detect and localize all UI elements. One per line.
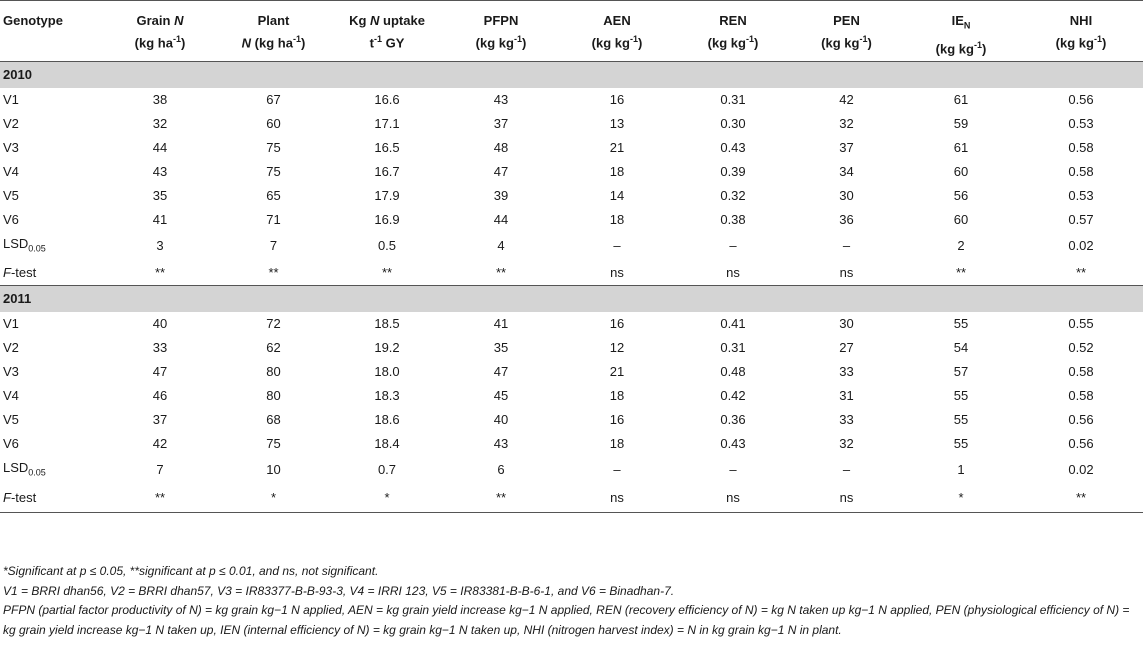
col-header-nhi: NHI (kg $kg^{-1}$) <box>1055 13 1107 51</box>
table-cell: 0.42 <box>720 387 746 403</box>
table-cell: 68 <box>266 411 281 427</box>
table-cell: 75 <box>266 140 281 155</box>
table-cell: 17.9 <box>374 188 400 203</box>
table-row <box>0 408 1143 432</box>
table-cell: 18.4 <box>374 435 400 451</box>
footnote-definitions: PFPN (partial factor productivity of N) = kg grain kg−1 N applied, AEN = kg grain yield increase kg−1 N applied, REN (recovery efficiency of N) = kg N taken up kg−1 N applied, PEN (physiological efficiency of N) = kg grain yield increase kg−1 N taken up, IEN (internal efficiency of N) = kg grain kg−1 N taken up, NHI (nitrogen harvest index) = N in kg grain kg−1 N in plant. <box>3 603 1130 637</box>
table-cell: 43 <box>493 435 509 451</box>
table-cell: 45 <box>493 387 509 403</box>
row-label: V4 <box>3 164 19 179</box>
table-cell: 0.30 <box>720 116 746 131</box>
table-cell: 60 <box>266 116 281 131</box>
table-cell: 60 <box>953 212 969 227</box>
table-cell: ** <box>381 264 393 280</box>
table-cell: 43 <box>152 164 168 179</box>
table-cell: 46 <box>152 387 168 403</box>
table-cell: ** <box>154 264 166 280</box>
table-cell: 4 <box>497 238 505 254</box>
table-cell: 16 <box>609 411 625 427</box>
table-row <box>0 184 1143 208</box>
col-header-plant-n: Plant N (kg $ha^{-1}$) <box>241 13 306 51</box>
table-cell: 19.2 <box>374 339 400 355</box>
table-cell: 0.39 <box>720 164 746 179</box>
table-cell: 33 <box>839 411 854 427</box>
table-cell: 16 <box>609 315 625 331</box>
table-cell: 43 <box>493 92 509 107</box>
table-cell: 61 <box>953 92 969 107</box>
table-cell: 14 <box>609 188 625 203</box>
lsd-row <box>0 456 1143 485</box>
table-cell: 75 <box>266 164 281 179</box>
table-cell: 21 <box>609 140 625 155</box>
table-row <box>0 88 1143 112</box>
table-row <box>0 384 1143 408</box>
table-cell: 80 <box>266 387 281 403</box>
table-cell: 38 <box>152 92 168 107</box>
table-cell: ** <box>444 484 558 513</box>
row-label: $LSD_{0.05}$ <box>3 236 46 254</box>
table-cell: 40 <box>493 411 509 427</box>
col-header-ren: REN (kg $kg^{-1}$) <box>707 13 759 51</box>
table-cell: 0.43 <box>720 435 746 451</box>
table-cell: 30 <box>839 315 854 331</box>
table-cell: 18.3 <box>374 387 400 403</box>
row-label: V5 <box>3 188 19 203</box>
table-cell: 0.55 <box>1068 315 1094 331</box>
col-header-ien: $IE_N$ (kg $kg^{-1}$) <box>935 13 987 56</box>
table-cell: 65 <box>266 188 281 203</box>
table-cell: 39 <box>493 188 509 203</box>
table-cell: 41 <box>493 315 509 331</box>
table-cell: 18 <box>609 164 625 179</box>
table-cell: 62 <box>266 339 281 355</box>
year-label: 2010 <box>0 62 1143 89</box>
table-cell: 0.53 <box>1068 188 1094 203</box>
table-cell: ns <box>558 484 676 513</box>
table-cell: 55 <box>953 411 969 427</box>
table-cell: 33 <box>839 363 854 379</box>
table-cell: – <box>729 461 737 477</box>
table-cell: 35 <box>493 339 509 355</box>
table-cell: 18.0 <box>374 363 400 379</box>
table-cell: 48 <box>493 140 509 155</box>
table-cell: 41 <box>152 212 168 227</box>
row-label: V6 <box>3 435 19 451</box>
row-label: V4 <box>3 387 19 403</box>
table-cell: ** <box>1019 484 1143 513</box>
row-label: F-test <box>0 484 103 513</box>
table-cell: ns <box>790 484 903 513</box>
year-row <box>0 285 1143 312</box>
table-cell: ns <box>839 264 854 280</box>
table-cell: 18 <box>609 212 625 227</box>
table-cell: 0.5 <box>377 238 397 254</box>
table-cell: 54 <box>953 339 969 355</box>
table-cell: 75 <box>266 435 281 451</box>
table-cell: ns <box>726 264 740 280</box>
table-body <box>0 62 1143 513</box>
table-cell: * <box>903 484 1019 513</box>
table-cell: ns <box>676 484 790 513</box>
table-cell: 13 <box>609 116 625 131</box>
table-cell: ns <box>610 264 624 280</box>
table-cell: 0.48 <box>720 363 746 379</box>
table-cell: 0.58 <box>1068 164 1094 179</box>
row-label: V1 <box>3 315 19 331</box>
table-cell: 55 <box>953 315 969 331</box>
table-cell: 59 <box>953 116 969 131</box>
table-cell: 7 <box>269 238 278 254</box>
year-label: 2011 <box>0 285 1143 312</box>
row-label: F-test <box>3 264 37 280</box>
lsd-row <box>0 232 1143 261</box>
table-cell: 0.02 <box>1068 461 1094 477</box>
table-cell: – <box>729 238 737 254</box>
table-cell: 0.56 <box>1068 411 1094 427</box>
table-cell: 0.41 <box>720 315 746 331</box>
table-cell: 16 <box>609 92 625 107</box>
table-cell: 0.58 <box>1068 363 1094 379</box>
col-header-grain-n: Grain N (kg $ha^{-1}$) <box>134 13 186 51</box>
table-row <box>0 360 1143 384</box>
table-cell: 55 <box>953 435 969 451</box>
table-row <box>0 112 1143 136</box>
table-row <box>0 312 1143 336</box>
table-cell: 42 <box>839 92 854 107</box>
table-cell: 30 <box>839 188 854 203</box>
ftest-row <box>0 484 1143 513</box>
table-row <box>0 336 1143 360</box>
table-cell: 6 <box>497 461 505 477</box>
row-label: V5 <box>3 411 19 427</box>
table-cell: – <box>613 238 621 254</box>
col-header-genotype: Genotype <box>3 13 63 28</box>
table-cell: 35 <box>152 188 168 203</box>
table-cell: 33 <box>152 339 168 355</box>
table-cell: 18 <box>609 435 625 451</box>
year-row <box>0 62 1143 89</box>
table-cell: 10 <box>266 461 281 477</box>
table-row <box>0 136 1143 160</box>
table-cell: 0.58 <box>1068 140 1094 155</box>
ftest-row <box>0 261 1143 286</box>
table-cell: 16.9 <box>374 212 400 227</box>
table-cell: 67 <box>266 92 281 107</box>
table-cell: 0.32 <box>720 188 746 203</box>
table-cell: 47 <box>152 363 168 379</box>
footnote-genotypes: V1 = BRRI dhan56, V2 = BRRI dhan57, V3 = IR83377-B-B-93-3, V4 = IRRI 123, V5 = IR83381-B-B-6-1, and V6 = Binadhan-7. <box>3 583 675 598</box>
table-cell: 56 <box>953 188 969 203</box>
table-cell: 61 <box>953 140 969 155</box>
table-cell: 44 <box>493 212 509 227</box>
row-label: V2 <box>3 339 19 355</box>
table-cell: * <box>330 484 444 513</box>
table-cell: 0.58 <box>1068 387 1094 403</box>
table-cell: 32 <box>839 116 854 131</box>
table-cell: 18 <box>609 387 625 403</box>
table-cell: 0.02 <box>1068 238 1094 254</box>
col-header-aen: AEN (kg $kg^{-1}$) <box>591 13 643 51</box>
table-cell: * <box>217 484 330 513</box>
table-footnotes <box>3 562 1141 640</box>
table-cell: – <box>842 238 851 254</box>
table-cell: 60 <box>953 164 969 179</box>
table-cell: 1 <box>957 461 965 477</box>
table-cell: 18.6 <box>374 411 400 427</box>
table-cell: 80 <box>266 363 281 379</box>
table-cell: 37 <box>493 116 509 131</box>
table-cell: 32 <box>152 116 168 131</box>
row-label: V3 <box>3 140 19 155</box>
table-cell: ** <box>955 264 967 280</box>
row-label: V2 <box>3 116 19 131</box>
table-cell: 44 <box>152 140 168 155</box>
table-header <box>0 1 1143 62</box>
table-cell: – <box>613 461 621 477</box>
table-row <box>0 208 1143 232</box>
table-cell: ** <box>103 484 217 513</box>
col-header-kg-n-uptake: Kg N uptake $t^{-1}$ GY <box>349 13 425 51</box>
table-cell: 0.31 <box>720 339 746 355</box>
table-row <box>0 432 1143 456</box>
table-cell: 55 <box>953 387 969 403</box>
table-cell: 7 <box>156 461 164 477</box>
table-cell: ** <box>495 264 507 280</box>
table-cell: 3 <box>156 238 164 254</box>
table-cell: 72 <box>266 315 281 331</box>
table-cell: 0.43 <box>720 140 746 155</box>
row-label: V1 <box>3 92 19 107</box>
table-cell: 42 <box>152 435 168 451</box>
table-cell: 0.56 <box>1068 92 1094 107</box>
table-cell: 18.5 <box>374 315 400 331</box>
table-cell: 16.5 <box>374 140 400 155</box>
table-row <box>0 160 1143 184</box>
table-cell: 0.57 <box>1068 212 1094 227</box>
table-cell: 71 <box>266 212 281 227</box>
row-label: $LSD_{0.05}$ <box>3 459 46 478</box>
table-cell: 16.6 <box>374 92 400 107</box>
table-cell: 27 <box>839 339 854 355</box>
table-cell: 32 <box>839 435 854 451</box>
table-cell: 0.7 <box>377 461 397 477</box>
table-cell: 0.53 <box>1068 116 1094 131</box>
footnote-significance: *Significant at p ≤ 0.05, **significant at p ≤ 0.01, and ns, not significant. <box>3 564 379 578</box>
table-cell: 16.7 <box>374 164 400 179</box>
table-cell: – <box>842 461 851 477</box>
row-label: V6 <box>3 212 19 227</box>
table-cell: 57 <box>953 363 969 379</box>
col-header-pfpn: PFPN (kg $kg^{-1}$) <box>475 13 527 51</box>
table-cell: 47 <box>493 363 509 379</box>
table-cell: 36 <box>839 212 854 227</box>
table-cell: 40 <box>152 315 168 331</box>
table-cell: 21 <box>609 363 625 379</box>
table-cell: ** <box>1075 264 1087 280</box>
table-cell: 37 <box>839 140 854 155</box>
table-cell: 0.36 <box>720 411 746 427</box>
table-cell: 0.31 <box>720 92 746 107</box>
table-cell: 2 <box>957 238 965 254</box>
table-cell: ** <box>268 264 279 280</box>
table-cell: 0.52 <box>1068 339 1094 355</box>
table-cell: 12 <box>609 339 625 355</box>
table-cell: 0.56 <box>1068 435 1094 451</box>
table-cell: 0.38 <box>720 212 746 227</box>
table-cell: 34 <box>839 164 854 179</box>
table-cell: 17.1 <box>374 116 400 131</box>
row-label: V3 <box>3 363 19 379</box>
table-cell: 37 <box>152 411 168 427</box>
table-cell: 31 <box>839 387 854 403</box>
table-cell: 47 <box>493 164 509 179</box>
col-header-pen: PEN (kg $kg^{-1}$) <box>821 13 872 51</box>
